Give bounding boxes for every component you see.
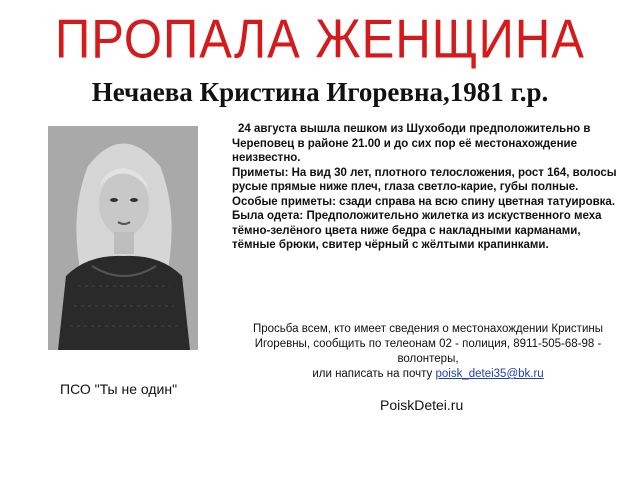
- plea-email-prefix: или написать на почту: [312, 368, 433, 380]
- poster-headline: ПРОПАЛА ЖЕНЩИНА: [55, 9, 585, 70]
- plea-email-line: [232, 367, 624, 382]
- appearance-paragraph: Приметы: На вид 30 лет, плотного телосложения, рост 164, волосы русые прямые ниже плеч, глаза светло-карие, губы полные.: [232, 166, 617, 193]
- plea-text: Просьба всем, кто имеет сведения о местонахождении Кристины Игоревны, сообщить по телеонам 02 - полиция, 8911-505-68-98 - волонтеры,: [253, 323, 603, 365]
- clothing-paragraph: Была одета: Предположительно жилетка из искуственного меха тёмно-зелёного цвета ниже бедра с накладными карманами, тёмные брюки, свитер чёрный с жёлтыми крапинками.: [232, 210, 602, 251]
- missing-person-photo: [48, 126, 198, 350]
- website-name: PoiskDetei.ru: [380, 397, 464, 413]
- organization-name: ПСО "Ты не один": [60, 381, 178, 397]
- special-marks-paragraph: Особые приметы: сзади справа на всю спину цветная татуировка.: [232, 195, 616, 208]
- disappearance-paragraph: 24 августа вышла пешком из Шухободи предположительно в Череповец в районе 21.00 и до сих пор её местонахождение неизвестно.: [232, 123, 591, 164]
- email-link[interactable]: poisk_detei35@bk.ru: [435, 368, 544, 380]
- contact-plea: [232, 322, 624, 382]
- missing-person-name: Нечаева Кристина Игоревна,1981 г.р.: [91, 77, 549, 107]
- portrait-illustration: [48, 126, 198, 350]
- description-block: [232, 122, 624, 253]
